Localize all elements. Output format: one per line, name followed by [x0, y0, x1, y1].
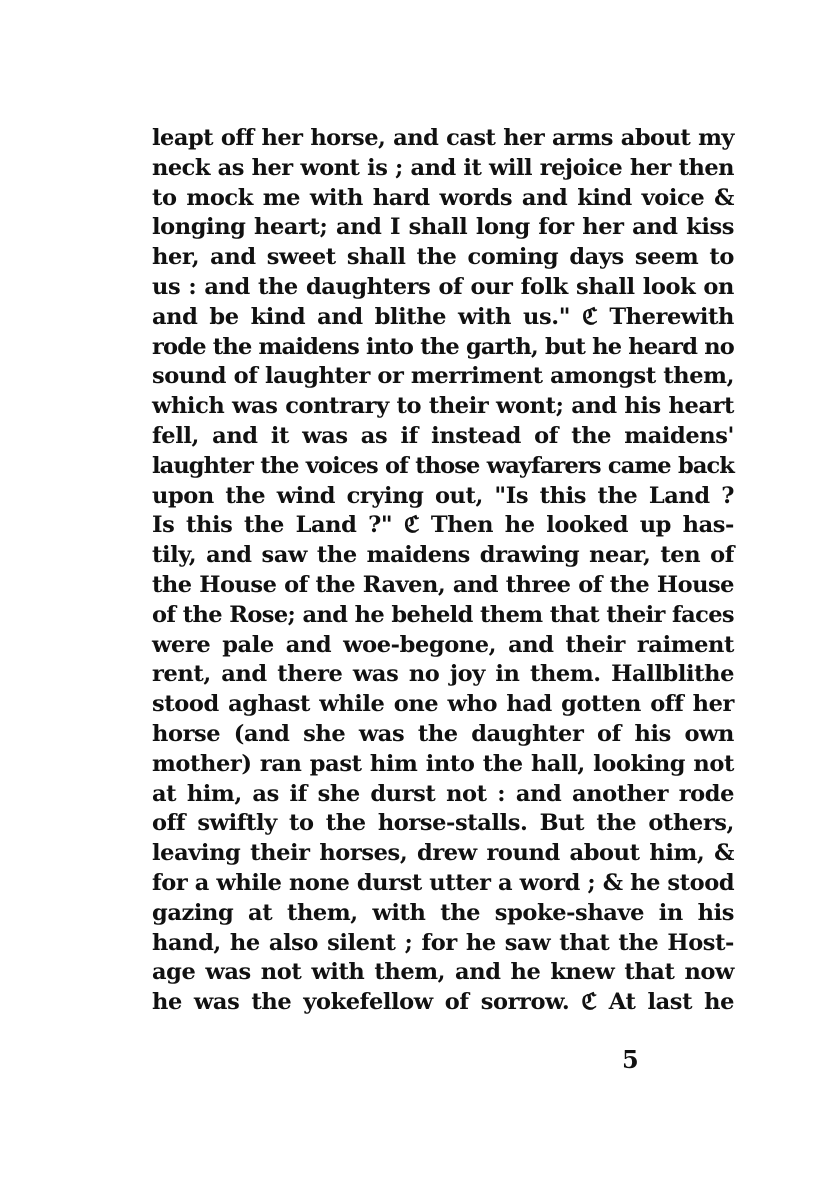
text-line: tily, and saw the maidens drawing near, ten of [152, 542, 734, 569]
text-line: and be kind and blithe with us." ℭ Therewith [152, 303, 734, 330]
text-line: leapt off her horse, and cast her arms about my [152, 125, 734, 151]
text-line: age was not with them, and he knew that now [152, 959, 734, 986]
text-line: her, and sweet shall the coming days seem to [152, 244, 734, 271]
text-line: stood aghast while one who had gotten off her [152, 691, 734, 718]
text-line: gazing at them, with the spoke-shave in his [152, 899, 734, 926]
text-line: sound of laughter or merriment amongst them, [152, 363, 734, 390]
text-line: to mock me with hard words and kind voice & [152, 184, 734, 211]
page-number: 5 [622, 1045, 639, 1074]
text-line: he was the yokefellow of sorrow. ℭ At last he [152, 989, 734, 1016]
text-line: neck as her wont is ; and it will rejoice her then [152, 154, 734, 181]
text-line: upon the wind crying out, "Is this the Land ? [152, 482, 734, 509]
text-line: longing heart; and I shall long for her and kiss [152, 214, 734, 241]
text-line: fell, and it was as if instead of the maidens' [152, 422, 734, 449]
text-line: at him, as if she durst not : and another rode [152, 780, 734, 807]
text-line: Is this the Land ?" ℭ Then he looked up has- [152, 512, 734, 539]
text-line: the House of the Raven, and three of the House [152, 571, 734, 598]
text-line: rent, and there was no joy in them. Hallblithe [152, 661, 734, 688]
text-line: mother) ran past him into the hall, looking not [152, 750, 734, 777]
text-line: which was contrary to their wont; and his heart [152, 393, 734, 420]
text-line: off swiftly to the horse-stalls. But the others, [152, 810, 734, 837]
text-line: horse (and she was the daughter of his own [152, 720, 734, 747]
text-line: of the Rose; and he beheld them that their faces [152, 601, 734, 628]
text-line: for a while none durst utter a word ; & he stood [152, 869, 735, 896]
text-line: hand, he also silent ; for he saw that the Host- [152, 929, 734, 956]
body-text [152, 124, 734, 1018]
text-line: rode the maidens into the garth, but he heard no [152, 333, 734, 360]
text-line: were pale and woe-begone, and their raiment [152, 631, 734, 658]
text-line: laughter the voices of those wayfarers came back [152, 452, 734, 479]
text-line: leaving their horses, drew round about him, & [152, 840, 734, 867]
text-line: us : and the daughters of our folk shall look on [152, 273, 734, 300]
